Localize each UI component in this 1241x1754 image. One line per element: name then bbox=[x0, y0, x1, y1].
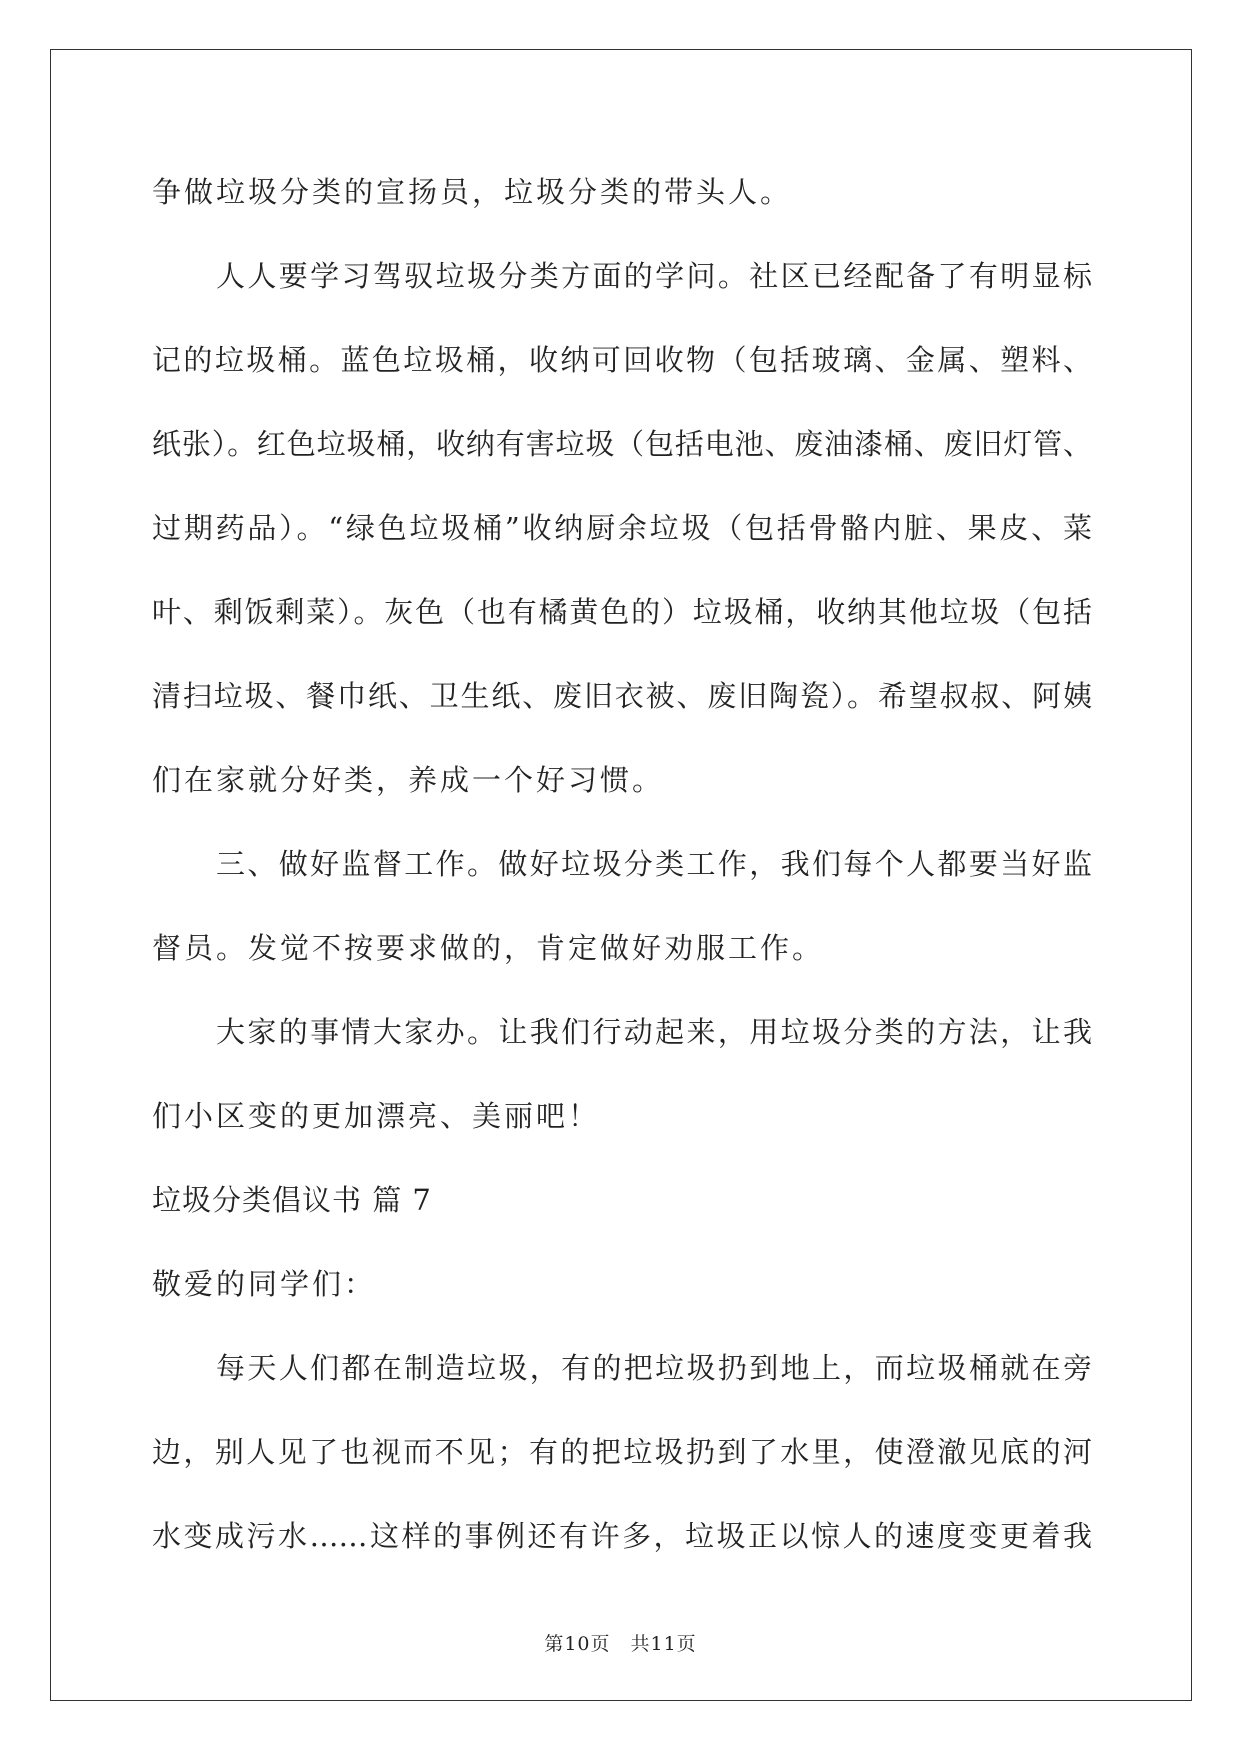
text-line: 们小区变的更加漂亮、美丽吧！ bbox=[152, 1099, 601, 1133]
text-line: 们在家就分好类，养成一个好习惯。 bbox=[152, 763, 665, 797]
page-number-footer: 第10页 共11页 bbox=[544, 1633, 697, 1655]
text-line: 记的垃圾桶。蓝色垃圾桶，收纳可回收物（包括玻璃、金属、塑料、 bbox=[152, 343, 1092, 377]
text-line: 水变成污水……这样的事例还有许多，垃圾正以惊人的速度变更着我 bbox=[152, 1519, 1092, 1553]
paragraph-start-line: 三、做好监督工作。做好垃圾分类工作，我们每个人都要当好监 bbox=[216, 847, 1092, 881]
paragraph-start-line: 每天人们都在制造垃圾，有的把垃圾扔到地上，而垃圾桶就在旁 bbox=[216, 1351, 1092, 1385]
section-heading: 垃圾分类倡议书 篇 7 bbox=[152, 1183, 432, 1217]
text-line: 督员。发觉不按要求做的，肯定做好劝服工作。 bbox=[152, 931, 825, 965]
text-line: 边，别人见了也视而不见；有的把垃圾扔到了水里，使澄澈见底的河 bbox=[152, 1435, 1092, 1469]
text-line: 过期药品）。“绿色垃圾桶”收纳厨余垃圾（包括骨骼内脏、果皮、菜 bbox=[152, 511, 1092, 545]
document-body bbox=[152, 150, 1092, 1578]
text-line: 叶、剩饭剩菜）。灰色（也有橘黄色的）垃圾桶，收纳其他垃圾（包括 bbox=[152, 595, 1092, 629]
paragraph-start-line: 大家的事情大家办。让我们行动起来，用垃圾分类的方法，让我 bbox=[216, 1015, 1092, 1049]
text-line: 纸张）。红色垃圾桶，收纳有害垃圾（包括电池、废油漆桶、废旧灯管、 bbox=[152, 427, 1092, 461]
salutation-line: 敬爱的同学们： bbox=[152, 1267, 377, 1301]
text-line: 清扫垃圾、餐巾纸、卫生纸、废旧衣被、废旧陶瓷）。希望叔叔、阿姨 bbox=[152, 679, 1092, 713]
paragraph-start-line: 人人要学习驾驭垃圾分类方面的学问。社区已经配备了有明显标 bbox=[216, 259, 1092, 293]
text-line: 争做垃圾分类的宣扬员，垃圾分类的带头人。 bbox=[152, 175, 793, 209]
